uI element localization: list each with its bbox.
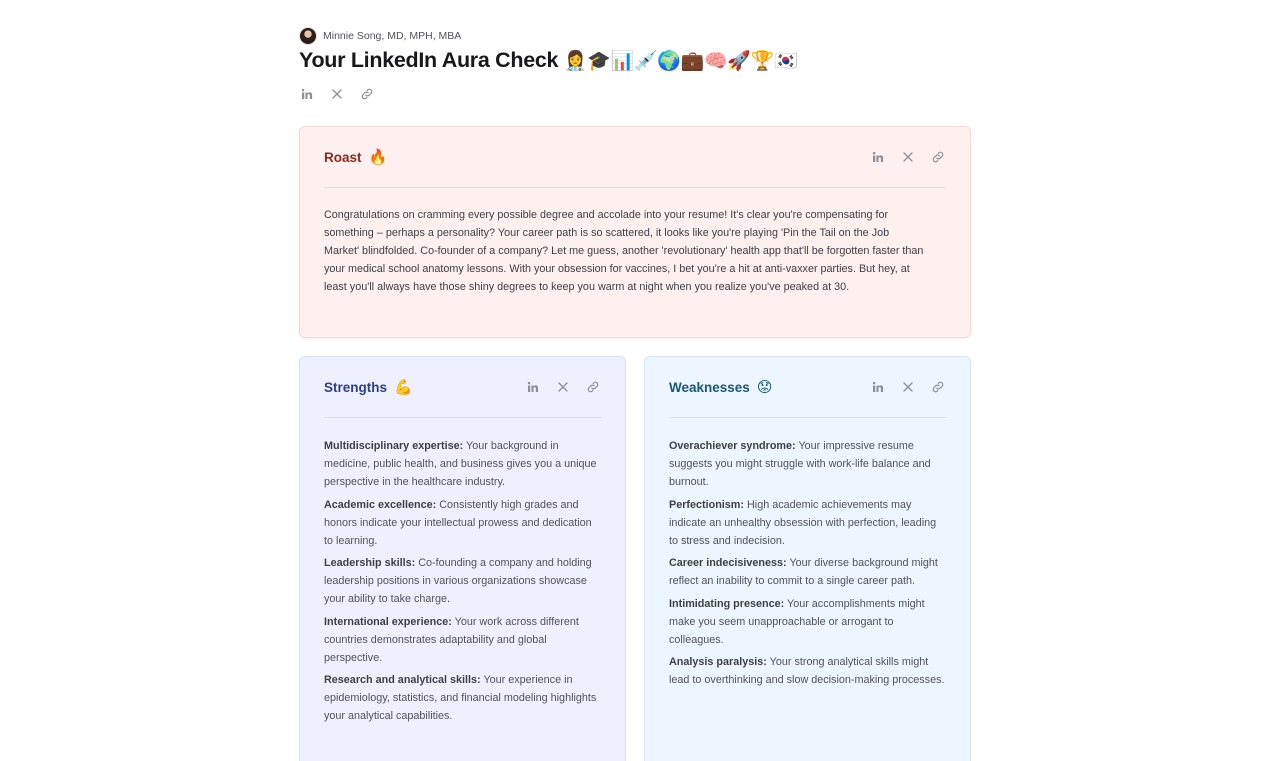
x-icon[interactable] (900, 149, 916, 165)
weakness-label: Analysis paralysis: (669, 656, 767, 668)
roast-card-header (324, 127, 946, 188)
list-item (669, 595, 946, 649)
list-item (324, 437, 601, 491)
link-icon[interactable] (930, 379, 946, 395)
weakness-text: Your impressive resume suggests you might struggle with work-life balance and burnout. (669, 440, 931, 488)
page-share-bar (299, 86, 375, 102)
weaknesses-card (644, 356, 971, 761)
weakness-label: Intimidating presence: (669, 597, 785, 610)
linkedin-icon[interactable] (870, 379, 886, 395)
flexed-biceps-icon: 💪 (394, 378, 413, 396)
list-item (324, 613, 601, 667)
strengths-share-bar (525, 379, 601, 395)
link-icon[interactable] (585, 379, 601, 395)
linkedin-icon[interactable] (870, 149, 886, 165)
strength-label: Multidisciplinary expertise: (324, 440, 464, 452)
strength-text: Consistently high grades and honors indicate your intellectual prowess and dedication to learning. (324, 498, 592, 547)
x-icon[interactable] (900, 379, 916, 395)
roast-title-text: Roast (324, 149, 362, 165)
x-icon[interactable] (329, 86, 345, 102)
author-name[interactable]: Minnie Song, MD, MPH, MBA (323, 30, 462, 42)
weakness-label: Perfectionism: (669, 498, 744, 511)
list-item (324, 554, 601, 608)
weakness-text: Your accomplishments might make you seem unapproachable or arrogant to colleagues. (669, 597, 925, 646)
linkedin-icon[interactable] (525, 379, 541, 395)
author-byline[interactable] (299, 27, 461, 45)
strength-text: Your experience in epidemiology, statistics, and financial modeling highlights your analytical capabilities. (324, 674, 597, 722)
weaknesses-card-header (669, 357, 946, 418)
weakness-label: Overachiever syndrome: (669, 440, 796, 452)
strengths-title-text: Strengths (324, 379, 388, 395)
strengths-card-header (324, 357, 601, 418)
strength-label: Academic excellence: (324, 498, 437, 511)
list-item (669, 437, 946, 491)
weaknesses-title-text: Weaknesses (669, 379, 750, 395)
link-icon[interactable] (930, 149, 946, 165)
weakness-label: Career indecisiveness: (669, 557, 787, 569)
list-item (669, 496, 946, 550)
roast-text: Congratulations on cramming every possible degree and accolade into your resume! It's clear you're compensating for something – perhaps a personality? Your career path is so scattered, it looks like you're playing 'Pin the Tail on the Job Market' blindfolded. Co-founder of a company? Let me guess, another 'revolutionary' health app that'll be forgotten faster than your medical school anatomy lessons. With your obsession for vaccines, I bet you're a hit at anti-vaxxer parties. But hey, at least you'll always have those shiny degrees to keep you warm at night when you realize you've peaked at 30. (324, 209, 924, 293)
list-item (324, 496, 601, 550)
list-item (669, 653, 946, 689)
strength-text: Your work across different countries demonstrates adaptability and global perspective. (324, 615, 579, 664)
strengths-title (324, 378, 413, 396)
strength-text: Co-founding a company and holding leadership positions in various organizations showcase your ability to take charge. (324, 557, 592, 605)
weaknesses-title (669, 378, 772, 396)
weaknesses-share-bar (870, 379, 946, 395)
linkedin-icon[interactable] (299, 86, 315, 102)
weaknesses-list (669, 437, 946, 694)
x-icon[interactable] (555, 379, 571, 395)
worried-face-icon: 😟 (756, 378, 773, 396)
page-title-emojis: 👩‍⚕️🎓📊💉🌍💼🧠🚀🏆🇰🇷 (563, 50, 798, 72)
avatar[interactable] (299, 27, 317, 45)
strength-label: Research and analytical skills: (324, 674, 481, 686)
page-title-text: Your LinkedIn Aura Check (299, 48, 559, 72)
weakness-text: Your diverse background might reflect an inability to commit to a single career path. (669, 557, 938, 587)
strengths-card (299, 356, 626, 761)
strengths-list (324, 437, 601, 730)
page-title (299, 48, 797, 73)
strength-text: Your background in medicine, public health, and business gives you a unique perspective in the healthcare industry. (324, 440, 597, 488)
fire-icon: 🔥 (368, 148, 388, 166)
list-item (324, 671, 601, 725)
strength-label: Leadership skills: (324, 557, 416, 569)
weakness-text: High academic achievements may indicate an unhealthy obsession with perfection, leading to stress and indecision. (669, 498, 937, 547)
strength-label: International experience: (324, 615, 452, 628)
roast-title (324, 148, 387, 166)
list-item (669, 554, 946, 590)
roast-card (299, 126, 971, 338)
roast-share-bar (870, 149, 946, 165)
weakness-text: Your strong analytical skills might lead to overthinking and slow decision-making processes. (669, 656, 945, 686)
link-icon[interactable] (359, 86, 375, 102)
